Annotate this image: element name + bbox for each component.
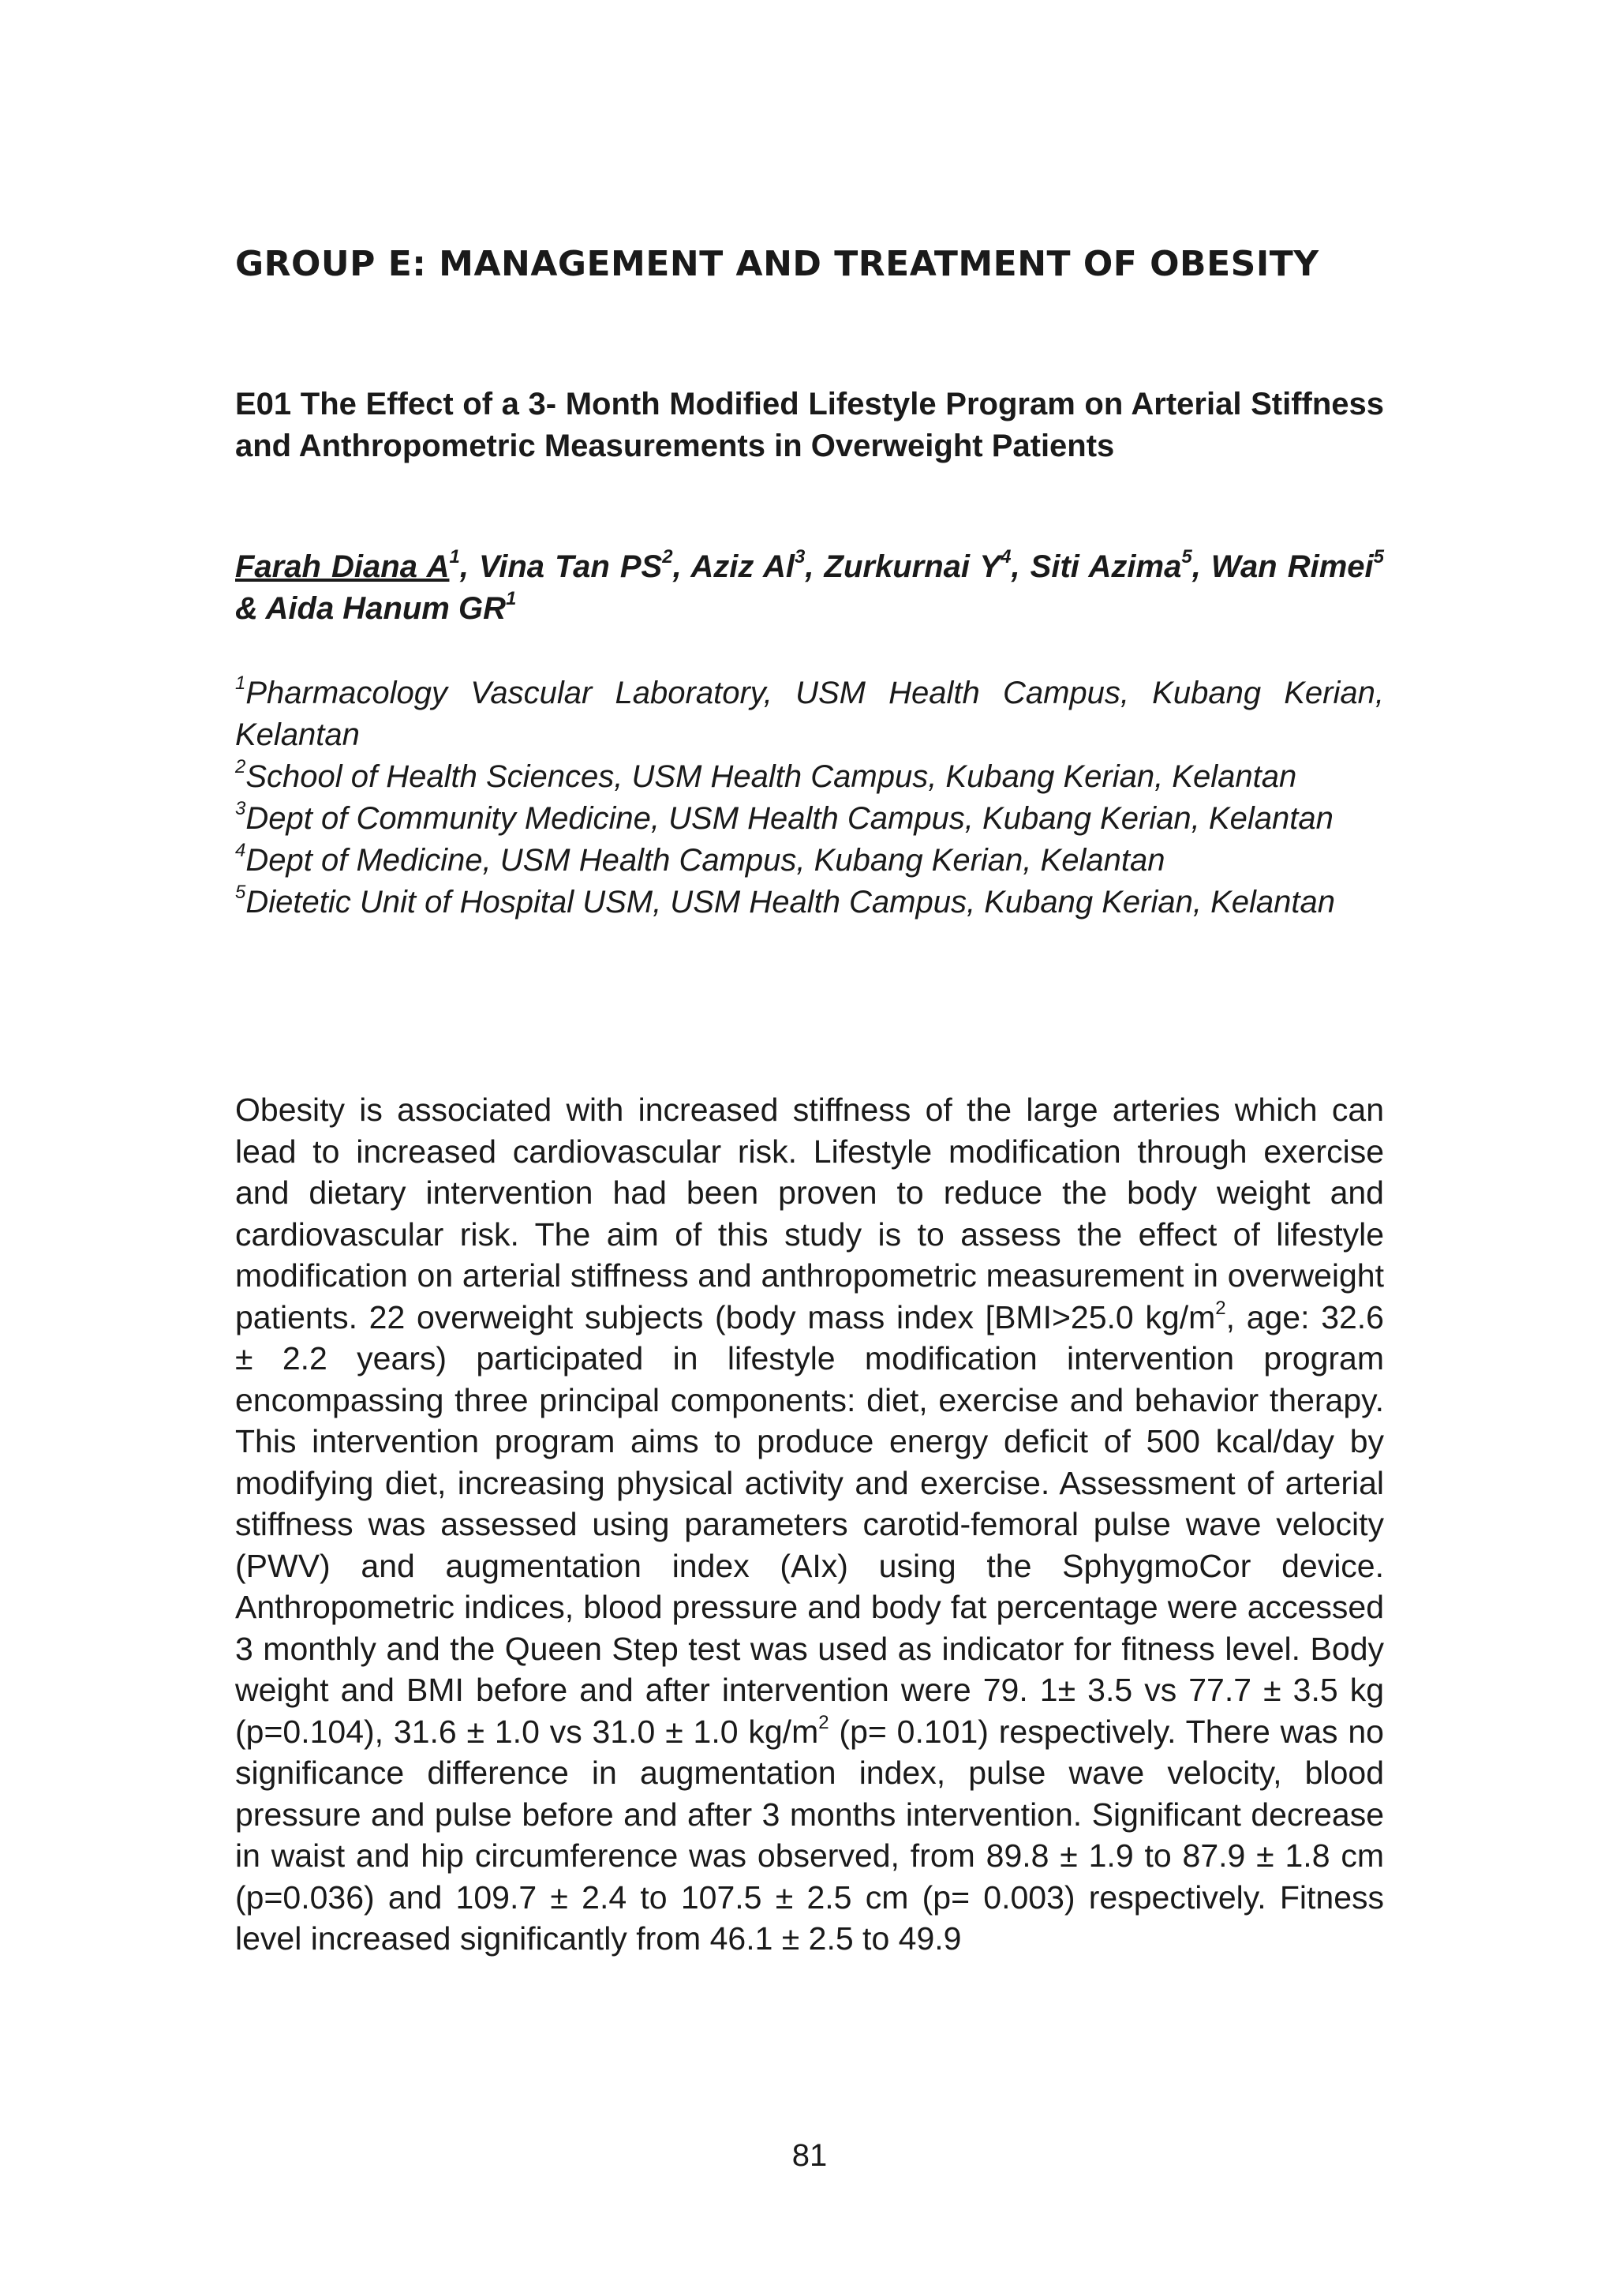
author-separator: , — [805, 549, 825, 584]
author-name: Aziz Al — [690, 549, 795, 584]
author-separator: , — [1011, 549, 1031, 584]
author-affiliation-mark: 5 — [1373, 546, 1385, 567]
affiliation-4 — [235, 840, 1384, 882]
abstract-text-part2: , age: 32.6 ± 2.2 years) participated in lifestyle modification intervention program encompassing three principal components: diet, exercise and behavior therapy. This intervention program aims to produce energy deficit of 500 kcal/day by modifying diet, increasing physical activity and exercise. Assessment of arterial stiffness was assessed using parameters carotid-femoral pulse wave velocity (PWV) and augmentation index (AIx) using the SphygmoCor device. Anthropometric indices, blood pressure and body fat percentage were accessed 3 monthly and the Queen Step test was used as indicator for fitness level. Body weight and BMI before and after intervention were 79. 1± 3.5 vs 77.7 ± 3.5 kg (p=0.104), 31.6 ± 1.0 vs 31.0 ± 1.0 kg/m — [235, 1298, 1384, 1750]
affiliation-text: Pharmacology Vascular Laboratory, USM Health Campus, Kubang Kerian, Kelantan — [235, 676, 1384, 752]
affiliation-number: 1 — [235, 672, 246, 694]
affiliation-3 — [235, 798, 1384, 840]
page-number: 81 — [791, 2138, 828, 2173]
author-1 — [235, 546, 480, 584]
author-name: Zurkurnai Y — [824, 549, 1001, 584]
affiliation-number: 3 — [235, 798, 246, 819]
author-5 — [1030, 546, 1211, 584]
document-page — [235, 0, 1384, 2296]
affiliation-5 — [235, 882, 1384, 923]
affiliation-text: Dietetic Unit of Hospital USM, USM Health Campus, Kubang Kerian, Kelantan — [245, 885, 1336, 920]
author-affiliation-mark: 4 — [1001, 546, 1012, 567]
affiliation-text: Dept of Medicine, USM Health Campus, Kubang Kerian, Kelantan — [245, 843, 1165, 878]
abstract-text-part3: (p= 0.101) respectively. There was no significance difference in augmentation index, pulse wave velocity, blood pressure and pulse before and after 3 months intervention. Significant decrease in waist and hip circumference was observed, from 89.8 ± 1.9 to 87.9 ± 1.8 cm (p=0.036) and 109.7 ± 2.4 to 107.5 ± 2.5 cm (p= 0.003) respectively. Fitness level increased significantly from 46.1 ± 2.5 to 49.9 — [235, 1713, 1384, 1957]
author-4 — [824, 546, 1031, 584]
affiliation-2 — [235, 756, 1384, 798]
author-affiliation-mark: 2 — [662, 546, 673, 567]
author-name: Siti Azima — [1030, 549, 1182, 584]
author-2 — [479, 546, 691, 584]
paper-title: E01 The Effect of a 3- Month Modified Lifestyle Program on Arterial Stiffness and Anthropometric Measurements in Overweight Patients — [235, 387, 1384, 463]
affiliation-1 — [235, 672, 1384, 756]
author-name: Farah Diana A — [235, 549, 450, 584]
author-3 — [690, 546, 825, 584]
author-name: Vina Tan PS — [479, 549, 663, 584]
affiliation-number: 2 — [235, 756, 246, 777]
author-affiliation-mark: 3 — [794, 546, 806, 567]
affiliation-number: 4 — [235, 840, 246, 861]
affiliation-text: Dept of Community Medicine, USM Health Campus, Kubang Kerian, Kelantan — [245, 801, 1334, 836]
abstract-superscript: 2 — [1215, 1297, 1226, 1319]
affiliation-text: School of Health Sciences, USM Health Campus, Kubang Kerian, Kelantan — [245, 759, 1297, 794]
author-affiliation-mark: 1 — [506, 588, 517, 609]
author-name: Wan Rimei — [1210, 549, 1374, 584]
author-affiliation-mark: 5 — [1181, 546, 1192, 567]
affiliation-list — [235, 672, 1384, 923]
abstract-superscript: 2 — [818, 1711, 829, 1733]
author-list — [235, 546, 1384, 630]
author-7 — [265, 588, 517, 626]
author-separator: , — [1191, 549, 1211, 584]
author-separator: , — [459, 549, 480, 584]
affiliation-number: 5 — [235, 882, 246, 903]
abstract-body — [235, 1089, 1384, 1960]
author-name: Aida Hanum GR — [265, 591, 506, 626]
author-separator: , — [672, 549, 691, 584]
author-affiliation-mark: 1 — [449, 546, 460, 567]
abstract-text-part1: Obesity is associated with increased stiffness of the large arteries which can lead to increased cardiovascular risk. Lifestyle modification through exercise and dietary intervention had been proven to reduce the body weight and cardiovascular risk. The aim of this study is to assess the effect of lifestyle modification on arterial stiffness and anthropometric measurement in overweight patients. 22 overweight subjects (body mass index [BMI>25.0 kg/m — [235, 1092, 1384, 1335]
group-title: GROUP E: MANAGEMENT AND TREATMENT OF OBESITY — [235, 244, 1319, 284]
author-separator: & — [235, 591, 266, 626]
